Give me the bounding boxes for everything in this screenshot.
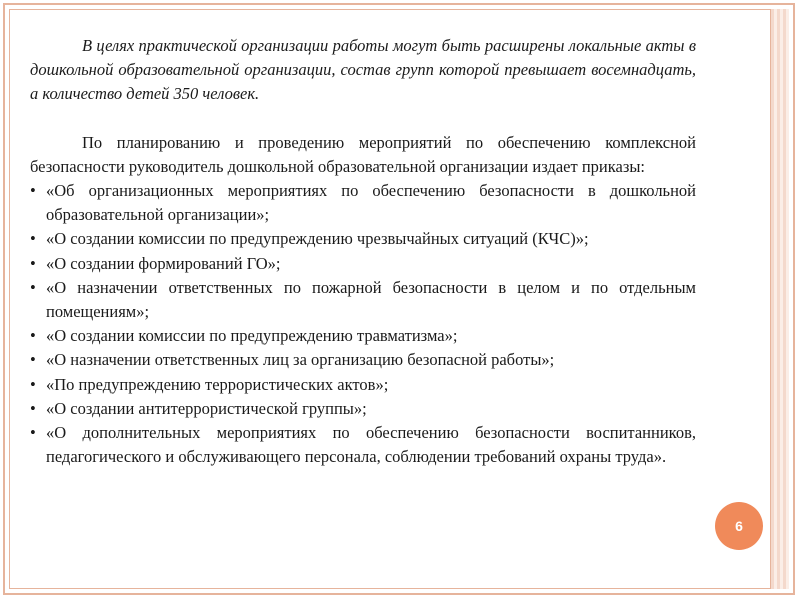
list-item: • «О создании антитеррористической группы»; bbox=[30, 397, 696, 421]
list-item: • «О создании комиссии по предупреждению чрезвычайных ситуаций (КЧС)»; bbox=[30, 227, 696, 251]
list-item: • «О назначении ответственных по пожарной безопасности в целом и по отдельным помещениям»; bbox=[30, 276, 696, 324]
lead-paragraph: По планированию и проведению мероприятий по обеспечению комплексной безопасности руководитель дошкольной образовательной организации издает приказы: bbox=[30, 132, 696, 176]
decorative-side-band bbox=[770, 9, 789, 589]
page-number-badge: 6 bbox=[715, 502, 763, 550]
list-item: • «Об организационных мероприятиях по обеспечению безопасности в дошкольной образовательной организации»; bbox=[30, 179, 696, 227]
intro-paragraph: В целях практической организации работы могут быть расширены локальные акты в дошкольной образовательной организации, состав групп которой превышает восемнадцать, а количество детей 350 человек. bbox=[30, 36, 696, 104]
slide-content bbox=[30, 34, 696, 469]
list-item: • «О дополнительных мероприятиях по обеспечению безопасности воспитанников, педагогического и обслуживающего персонала, соблюдении требований охраны труда». bbox=[30, 421, 696, 469]
list-item: • «О назначении ответственных лиц за организацию безопасной работы»; bbox=[30, 348, 696, 372]
list-item: • «По предупреждению террористических актов»; bbox=[30, 373, 696, 397]
list-item: • «О создании комиссии по предупреждению травматизма»; bbox=[30, 324, 696, 348]
orders-list bbox=[30, 179, 696, 469]
list-item: • «О создании формирований ГО»; bbox=[30, 252, 696, 276]
